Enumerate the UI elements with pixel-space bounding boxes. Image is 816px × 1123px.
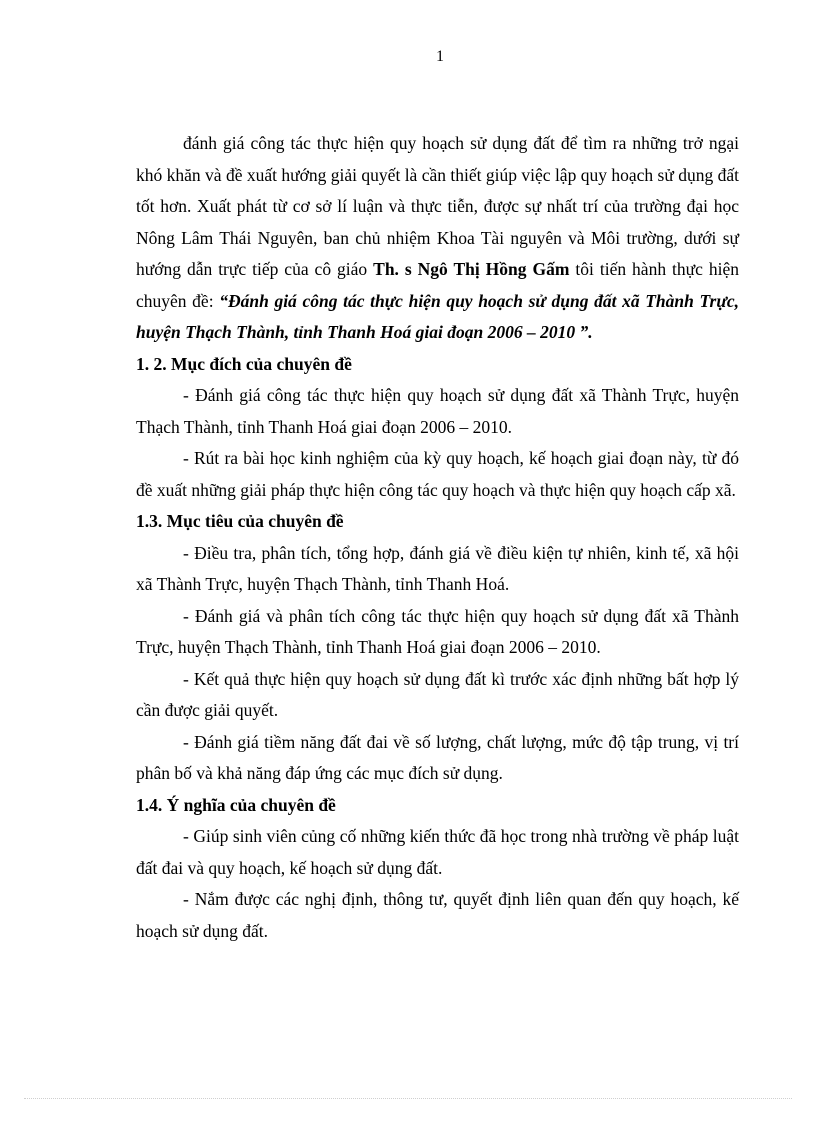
document-body bbox=[136, 128, 739, 947]
intro-text-1: đánh giá công tác thực hiện quy hoạch sử dụng đất để tìm ra những trở ngại khó khăn và đề xuất hướng giải quyết là cần thiết giúp việc lập quy hoạch sử dụng đất tốt hơn. Xuất phát từ cơ sở lí luận và thực tiễn, được sự nhất trí của trường đại học Nông Lâm Thái Nguyên, ban chủ nhiệm Khoa Tài nguyên và Môi trường, dưới sự hướng dẫn trực tiếp của cô giáo bbox=[136, 133, 739, 279]
list-item: - Giúp sinh viên củng cố những kiến thức đã học trong nhà trường về pháp luật đất đai và quy hoạch, kế hoạch sử dụng đất. bbox=[136, 826, 739, 878]
list-item: - Nắm được các nghị định, thông tư, quyết định liên quan đến quy hoạch, kế hoạch sử dụng đất. bbox=[136, 889, 739, 941]
page-bottom-divider bbox=[24, 1098, 792, 1099]
page-number: 1 bbox=[436, 48, 444, 65]
list-item: - Rút ra bài học kinh nghiệm của kỳ quy hoạch, kế hoạch giai đoạn này, từ đó đề xuất những giải pháp thực hiện công tác quy hoạch và thực hiện quy hoạch cấp xã. bbox=[136, 448, 739, 500]
section-heading-purpose: 1. 2. Mục đích của chuyên đề bbox=[136, 353, 352, 374]
section-heading-significance: 1.4. Ý nghĩa của chuyên đề bbox=[136, 794, 336, 815]
topic-title: “Đánh giá công tác thực hiện quy hoạch sử dụng đất xã Thành Trực, huyện Thạch Thành, tỉnh Thanh Hoá giai đoạn 2006 – 2010 ”. bbox=[136, 290, 739, 342]
intro-paragraph bbox=[136, 128, 739, 349]
list-item: - Đánh giá tiềm năng đất đai về số lượng, chất lượng, mức độ tập trung, vị trí phân bố và khả năng đáp ứng các mục đích sử dụng. bbox=[136, 731, 739, 783]
list-item: - Kết quả thực hiện quy hoạch sử dụng đất kì trước xác định những bất hợp lý cần được giải quyết. bbox=[136, 668, 739, 720]
section-heading-objectives: 1.3. Mục tiêu của chuyên đề bbox=[136, 511, 344, 531]
list-item: - Đánh giá và phân tích công tác thực hiện quy hoạch sử dụng đất xã Thành Trực, huyện Thạch Thành, tỉnh Thanh Hoá giai đoạn 2006 – 2010. bbox=[136, 605, 739, 657]
supervisor-name: Th. s Ngô Thị Hồng Gấm bbox=[373, 259, 570, 279]
intro-text-2: tôi tiến hành thực hiện chuyên đề: bbox=[136, 259, 739, 311]
list-item: - Đánh giá công tác thực hiện quy hoạch sử dụng đất xã Thành Trực, huyện Thạch Thành, tỉnh Thanh Hoá giai đoạn 2006 – 2010. bbox=[136, 385, 739, 437]
list-item: - Điều tra, phân tích, tổng hợp, đánh giá về điều kiện tự nhiên, kinh tế, xã hội xã Thành Trực, huyện Thạch Thành, tỉnh Thanh Hoá. bbox=[136, 542, 739, 594]
